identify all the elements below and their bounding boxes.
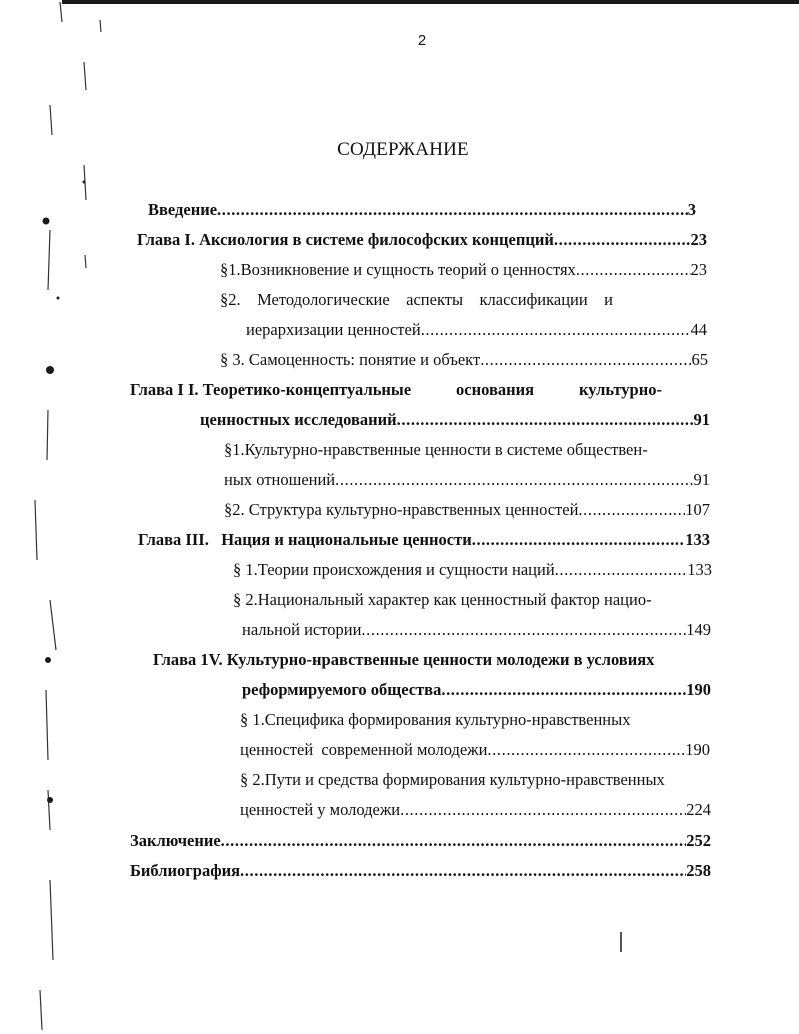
dot-leader bbox=[554, 229, 691, 251]
toc-section-1-2-line-2 bbox=[246, 319, 707, 341]
toc-entry-page: 190 bbox=[686, 680, 711, 699]
toc-entry-page: 91 bbox=[693, 410, 710, 429]
dot-leader bbox=[335, 469, 693, 491]
toc-entry-page: 23 bbox=[690, 230, 707, 249]
dot-leader bbox=[472, 529, 686, 551]
toc-entry-title: ценностей у молодежи bbox=[240, 800, 401, 819]
dot-leader bbox=[421, 319, 691, 341]
toc-entry-title: реформируемого общества bbox=[242, 680, 442, 699]
toc-entry-title: иерархизации ценностей bbox=[246, 320, 421, 339]
toc-section-1-2-line-1 bbox=[220, 289, 613, 311]
dot-leader bbox=[361, 619, 686, 641]
toc-entry-page: 149 bbox=[686, 620, 711, 639]
dot-leader bbox=[576, 259, 691, 281]
dot-leader bbox=[217, 199, 688, 221]
toc-word: Методологические bbox=[257, 290, 390, 309]
toc-entry-page: 65 bbox=[691, 350, 708, 369]
scan-stray-mark bbox=[620, 932, 622, 952]
toc-chapter-4-line-2 bbox=[242, 679, 711, 701]
toc-entry-conclusion bbox=[130, 830, 711, 852]
toc-entry-title: Глава I. Аксиология в системе философских концепций bbox=[137, 230, 554, 249]
toc-entry-title: § 3. Самоценность: понятие и объект bbox=[220, 350, 481, 369]
toc-entry-page: 44 bbox=[690, 320, 707, 339]
scan-top-border bbox=[62, 0, 799, 4]
page-number: 2 bbox=[417, 32, 427, 49]
toc-entry-title: ценностных исследований bbox=[200, 410, 397, 429]
toc-entry-page: 23 bbox=[690, 260, 707, 279]
toc-section-2-2 bbox=[224, 499, 710, 521]
toc-section-2-1-line-2 bbox=[224, 469, 710, 491]
dot-leader bbox=[441, 679, 686, 701]
toc-section-2-1-line-1: §1.Культурно-нравственные ценности в системе обществен- bbox=[224, 440, 648, 459]
dot-leader bbox=[555, 559, 688, 581]
toc-word: Глава I I. Теоретико-концептуальные bbox=[130, 380, 412, 399]
scan-edge-noise bbox=[0, 0, 110, 1034]
toc-section-4-1-line-1: § 1.Специфика формирования культурно-нравственных bbox=[240, 710, 631, 729]
toc-chapter-1 bbox=[137, 229, 707, 251]
toc-section-3-2-line-2 bbox=[242, 619, 711, 641]
toc-chapter-2-line-2 bbox=[200, 409, 710, 431]
toc-entry-page: 3 bbox=[687, 200, 696, 219]
toc-entry-title: Библиография bbox=[130, 861, 241, 880]
toc-section-4-2-line-2 bbox=[240, 799, 711, 821]
toc-entry-page: 91 bbox=[693, 470, 710, 489]
dot-leader bbox=[397, 409, 694, 431]
toc-entry-page: 133 bbox=[687, 560, 712, 579]
toc-section-4-2-line-1: § 2.Пути и средства формирования культурно-нравственных bbox=[240, 770, 665, 789]
toc-entry-title: §1.Возникновение и сущность теорий о ценностях bbox=[220, 260, 576, 279]
toc-entry-title: §2. Структура культурно-нравственных ценностей bbox=[224, 500, 579, 519]
dot-leader bbox=[240, 860, 686, 882]
toc-chapter-3 bbox=[138, 529, 710, 551]
toc-entry-title: Введение bbox=[148, 200, 218, 219]
toc-entry-page: 258 bbox=[686, 861, 711, 880]
toc-word: аспекты bbox=[406, 290, 464, 309]
toc-title: СОДЕРЖАНИЕ bbox=[337, 139, 469, 160]
toc-chapter-4-line-1: Глава 1V. Культурно-нравственные ценности молодежи в условиях bbox=[153, 650, 655, 669]
toc-word: классификации bbox=[479, 290, 588, 309]
toc-section-3-2-line-1: § 2.Национальный характер как ценностный фактор нацио- bbox=[233, 590, 652, 609]
dot-leader bbox=[400, 799, 686, 821]
toc-section-4-1-line-2 bbox=[240, 739, 710, 761]
dot-leader bbox=[487, 739, 685, 761]
toc-entry-title: Заключение bbox=[130, 831, 221, 850]
toc-word: §2. bbox=[220, 290, 241, 309]
toc-entry-title: § 1.Теории происхождения и сущности наций bbox=[233, 560, 555, 579]
toc-entry-intro bbox=[148, 199, 696, 221]
toc-entry-title: ных отношений bbox=[224, 470, 336, 489]
toc-chapter-2-line-1 bbox=[130, 379, 662, 401]
toc-entry-title: ценностей современной молодежи bbox=[240, 740, 488, 759]
toc-section-1-1 bbox=[220, 259, 707, 281]
toc-entry-page: 224 bbox=[686, 800, 711, 819]
dot-leader bbox=[221, 830, 687, 852]
dot-leader bbox=[578, 499, 685, 521]
toc-entry-title: Глава III. Нация и национальные ценности bbox=[138, 530, 472, 549]
toc-section-1-3 bbox=[220, 349, 708, 371]
toc-entry-bibliography bbox=[130, 860, 711, 882]
toc-word: основания bbox=[456, 380, 535, 399]
toc-word: и bbox=[604, 290, 613, 309]
toc-section-3-1 bbox=[233, 559, 712, 581]
toc-entry-page: 190 bbox=[685, 740, 710, 759]
dot-leader bbox=[480, 349, 691, 371]
toc-entry-title: нальной истории bbox=[242, 620, 362, 639]
toc-entry-page: 133 bbox=[685, 530, 710, 549]
toc-word: культурно- bbox=[578, 380, 662, 399]
toc-entry-page: 107 bbox=[685, 500, 710, 519]
toc-entry-page: 252 bbox=[686, 831, 711, 850]
